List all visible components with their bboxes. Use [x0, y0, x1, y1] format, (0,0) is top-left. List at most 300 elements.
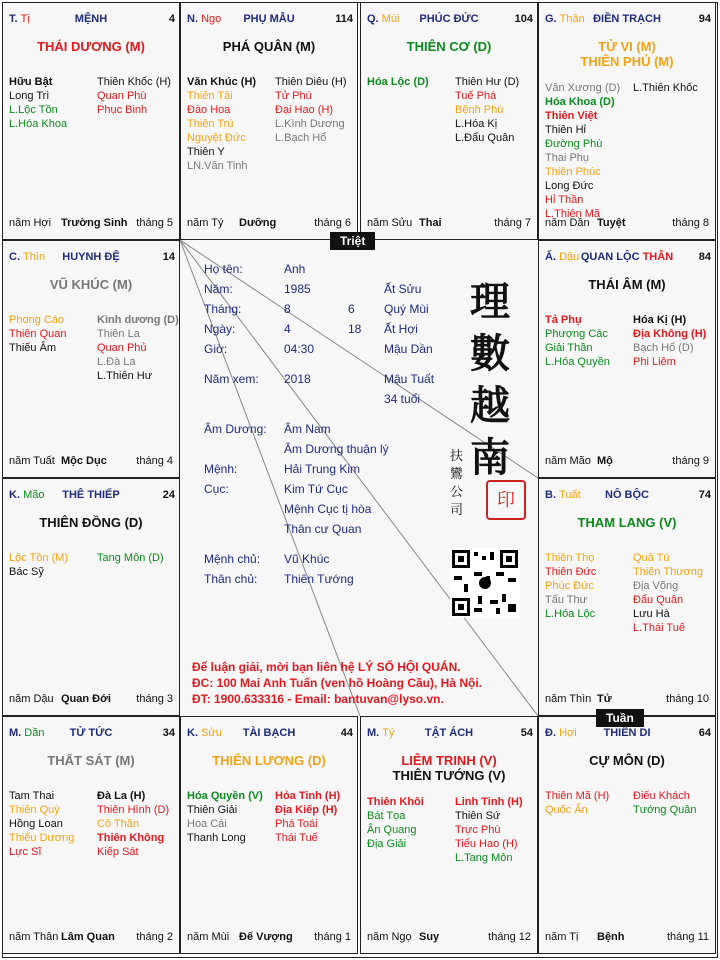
- main-star: THIÊN CƠ (D): [406, 39, 492, 54]
- minor-star: L.Đẩu Quân: [455, 132, 515, 144]
- branch-chi: Sửu: [201, 727, 222, 739]
- minor-star: Hữu Bật: [9, 76, 53, 88]
- footer-year: năm Thìn: [545, 693, 592, 705]
- footer-stage: Suy: [419, 931, 440, 943]
- star-list-right: [275, 789, 340, 845]
- minor-star: Cô Thần: [97, 818, 139, 830]
- minor-star: Điếu Khách: [633, 790, 690, 802]
- palace-header: [7, 13, 175, 27]
- contact-note-3: ĐT: 1900.633316 - Email: bantuvan@lyso.vn.: [192, 692, 444, 706]
- minor-star: Thiên Quý: [9, 804, 60, 816]
- minor-star: Phượng Các: [545, 328, 608, 340]
- minor-star: Địa Không (H): [633, 328, 707, 340]
- main-stars: [539, 39, 715, 69]
- am-duong-value: Âm Nam: [284, 422, 331, 436]
- minor-star: Tấu Thư: [545, 594, 588, 606]
- footer-stage: Tử: [597, 693, 612, 705]
- minor-star: L.Hóa Kị: [455, 118, 498, 130]
- minor-star: Thiên Thương: [633, 566, 704, 578]
- palace-age: 64: [698, 727, 711, 739]
- menh-chu-value: Vũ Khúc: [284, 552, 330, 566]
- footer-stage: Quan Đới: [61, 693, 111, 705]
- main-star: THÁI ÂM (M): [588, 277, 666, 292]
- ho-ten-label: Họ tên:: [204, 262, 243, 276]
- star-list-left: [545, 313, 610, 369]
- minor-star: Phúc Đức: [545, 580, 594, 592]
- palace-name: MỆNH: [74, 13, 108, 25]
- minor-star: Thiên Hỉ: [545, 124, 586, 136]
- minor-star: Phục Binh: [97, 104, 148, 116]
- footer-year: năm Mùi: [187, 931, 230, 943]
- main-stars: [3, 39, 179, 54]
- minor-star: Tang Môn (D): [97, 552, 164, 564]
- palace-name: NÔ BỘC: [605, 489, 649, 501]
- main-stars: [3, 753, 179, 768]
- minor-star: Phi Liêm: [633, 356, 676, 368]
- footer-stage: Mộ: [597, 455, 613, 467]
- palace-footer: [545, 693, 709, 707]
- main-star: THIÊN PHỦ (M): [580, 54, 674, 69]
- branch-can: B.: [545, 489, 560, 501]
- minor-star: Giải Thần: [545, 342, 593, 354]
- footer-month: tháng 11: [666, 931, 709, 943]
- minor-star: Thai Phụ: [545, 152, 590, 164]
- star-list-left: [9, 75, 67, 131]
- than-marker: THÂN: [639, 251, 674, 263]
- main-star: TỬ VI (M): [598, 39, 656, 54]
- main-star: THAM LANG (V): [577, 515, 677, 530]
- star-list-left: [9, 789, 74, 859]
- thang-b: 6: [348, 302, 355, 316]
- minor-star: L.Bạch Hổ: [275, 132, 327, 144]
- star-list-right: [97, 75, 171, 117]
- callig-2: 數: [470, 330, 510, 377]
- center-panel: [180, 240, 538, 716]
- minor-star: Quốc Ấn: [545, 804, 588, 816]
- footer-year: năm Tị: [545, 931, 579, 943]
- footer-year: năm Mão: [545, 455, 591, 467]
- footer-month: tháng 1: [314, 931, 351, 943]
- minor-star: Thiên Khôi: [367, 796, 424, 808]
- star-list-left: [9, 313, 66, 355]
- minor-star: Thiên Y: [187, 146, 225, 158]
- main-star: THẤT SÁT (M): [47, 753, 135, 768]
- nam-can: Ất Sửu: [384, 282, 422, 296]
- footer-stage: Bệnh: [597, 931, 625, 943]
- palace-name: HUYNH ĐỆ: [62, 251, 120, 263]
- minor-star: Hoa Cái: [187, 818, 227, 830]
- main-star: PHÁ QUÂN (M): [222, 39, 316, 54]
- footer-year: năm Sửu: [367, 217, 413, 229]
- palace-header: [7, 727, 175, 741]
- footer-month: tháng 6: [314, 217, 351, 229]
- palace-cell: [2, 478, 180, 716]
- ho-ten-value: Anh: [284, 262, 306, 276]
- thang-can: Quý Mùi: [384, 302, 429, 316]
- minor-star: Thiên Trù: [187, 118, 234, 130]
- footer-month: tháng 10: [666, 693, 709, 705]
- palace-cell: [180, 716, 358, 954]
- minor-star: Đẩu Quân: [633, 594, 684, 606]
- minor-star: Thiếu Âm: [9, 342, 57, 354]
- menh-chu-label: Mệnh chủ:: [204, 552, 261, 566]
- minor-star: Thiên Khốc (H): [97, 76, 171, 88]
- gio-value: 04:30: [284, 342, 315, 356]
- footer-month: tháng 7: [494, 217, 531, 229]
- palace-header: [7, 251, 175, 265]
- minor-star: Thiên Không: [97, 832, 165, 844]
- contact-note-2: ĐC: 100 Mai Anh Tuấn (ven hồ Hoàng Cầu), Hà Nội.: [192, 676, 483, 690]
- minor-star: Thiên Sứ: [455, 810, 501, 822]
- star-list-right: [455, 75, 519, 145]
- minor-star: L.Kình Dương: [275, 118, 345, 130]
- palace-age: 44: [340, 727, 353, 739]
- gio-label: Giờ:: [204, 342, 228, 356]
- nam-xem-value: 2018: [284, 372, 311, 386]
- minor-star: L.Tang Môn: [455, 852, 513, 864]
- palace-header: [7, 489, 175, 503]
- main-star: THIÊN LƯƠNG (D): [212, 753, 326, 768]
- footer-stage: Trường Sinh: [61, 217, 128, 229]
- palace-name: QUAN LỘC THÂN: [580, 251, 674, 263]
- branch-chi: Hợi: [559, 727, 577, 739]
- palace-header: [365, 13, 533, 27]
- palace-cell: [538, 478, 716, 716]
- palace-name: PHÚC ĐỨC: [419, 13, 479, 25]
- than-chu-value: Thiên Tướng: [284, 572, 354, 586]
- minor-star: Văn Khúc (H): [187, 76, 257, 88]
- footer-stage: Mộc Dục: [61, 455, 107, 467]
- palace-header: [543, 489, 711, 503]
- minor-star: Quả Tú: [633, 552, 670, 564]
- footer-year: năm Hợi: [9, 217, 52, 229]
- footer-month: tháng 2: [136, 931, 173, 943]
- branch-chi: Thìn: [23, 251, 46, 263]
- main-stars: [539, 515, 715, 530]
- minor-star: Hóa Quyền (V): [187, 790, 263, 802]
- footer-month: tháng 12: [488, 931, 531, 943]
- footer-year: năm Tuất: [9, 455, 55, 467]
- palace-footer: [9, 217, 173, 231]
- minor-star: Thiên Giải: [187, 804, 238, 816]
- minor-star: Địa Kiếp (H): [275, 804, 338, 816]
- minor-star: Đà La (H): [97, 790, 146, 802]
- tuan-tag: Tuần: [596, 709, 644, 727]
- callig-4: 南: [470, 434, 510, 481]
- gio-can: Mậu Dần: [384, 342, 433, 356]
- main-stars: [539, 753, 715, 768]
- cuc-label: Cục:: [204, 482, 229, 496]
- minor-star: L.Thiên Mã: [545, 208, 601, 220]
- minor-star: Phong Cáo: [9, 314, 65, 326]
- ngay-a: 4: [284, 322, 291, 336]
- triet-tag: Triệt: [330, 232, 375, 250]
- star-list-right: [633, 313, 706, 369]
- palace-age: 54: [520, 727, 533, 739]
- minor-star: Ân Quang: [367, 824, 417, 836]
- palace-age: 104: [514, 13, 533, 25]
- palace-footer: [9, 455, 173, 469]
- minor-star: Hỉ Thần: [545, 194, 584, 206]
- menh-value: Hải Trung Kim: [284, 462, 361, 476]
- palace-cell: [2, 716, 180, 954]
- main-stars: [181, 39, 357, 54]
- branch-can: M.: [367, 727, 383, 739]
- footer-month: tháng 5: [136, 217, 173, 229]
- palace-footer: [9, 693, 173, 707]
- minor-star: Lộc Tồn (M): [9, 552, 69, 564]
- main-stars: [3, 277, 179, 292]
- minor-star: Hỏa Tinh (H): [275, 790, 341, 802]
- minor-star: L.Hóa Khoa: [9, 118, 68, 130]
- footer-stage: Tuyệt: [597, 217, 626, 229]
- main-star: THÁI DƯƠNG (M): [37, 39, 145, 54]
- company-callig: 扶 鸞 公 司: [450, 449, 464, 518]
- palace-cell: [2, 240, 180, 478]
- palace-footer: [367, 931, 531, 945]
- palace-name: ĐIỀN TRẠCH: [593, 13, 661, 25]
- minor-star: Bệnh Phù: [455, 104, 504, 116]
- footer-month: tháng 4: [136, 455, 173, 467]
- minor-star: Tả Phụ: [545, 314, 582, 326]
- palace-footer: [545, 217, 709, 231]
- footer-year: năm Dậu: [9, 693, 54, 705]
- branch-can: Ấ.: [545, 251, 560, 263]
- star-list-left: [367, 795, 424, 851]
- branch-chi: Tị: [20, 13, 30, 25]
- minor-star: Thiên Diêu (H): [275, 76, 347, 88]
- minor-star: L.Hóa Lộc: [545, 608, 596, 620]
- minor-star: Thiếu Dương: [9, 832, 75, 844]
- footer-month: tháng 3: [136, 693, 173, 705]
- main-stars: [539, 277, 715, 292]
- star-list-right: [97, 789, 169, 859]
- minor-star: Bạch Hổ (D): [633, 342, 694, 354]
- minor-star: Đào Hoa: [187, 104, 231, 116]
- minor-star: Quan Phủ: [97, 342, 147, 354]
- contact-note-1: Để luận giải, mời bạn liên hệ LÝ SỐ HỘI QUÁN.: [192, 660, 461, 674]
- main-stars: [361, 39, 537, 54]
- minor-star: Thiên Hư (D): [455, 76, 520, 88]
- footer-stage: Thai: [419, 217, 442, 229]
- palace-header: [185, 727, 353, 741]
- qr-code-icon: [450, 548, 520, 618]
- minor-star: Thiên Thọ: [545, 552, 595, 564]
- minor-star: Thiên La: [97, 328, 140, 340]
- palace-cell: [538, 716, 716, 954]
- main-star: THIÊN ĐỒNG (D): [39, 515, 143, 530]
- minor-star: Thiên Quan: [9, 328, 67, 340]
- nam-xem-can: Mậu Tuất: [384, 372, 435, 386]
- palace-header: [543, 251, 711, 265]
- minor-star: L.Hóa Quyền: [545, 356, 610, 368]
- nam-xem-label: Năm xem:: [204, 372, 259, 386]
- minor-star: L.Lộc Tồn: [9, 104, 58, 116]
- star-list-left: [187, 789, 263, 845]
- minor-star: Linh Tinh (H): [455, 796, 523, 808]
- palace-name: PHỤ MẪU: [243, 13, 295, 25]
- palace-cell: [2, 2, 180, 240]
- minor-star: Đường Phù: [545, 138, 603, 150]
- palace-age: 74: [698, 489, 711, 501]
- footer-year: năm Thân: [9, 931, 59, 943]
- main-star: VŨ KHÚC (M): [49, 277, 133, 292]
- footer-stage: Dưỡng: [239, 217, 277, 229]
- palace-age: 24: [162, 489, 175, 501]
- main-star: LIÊM TRINH (V): [401, 753, 497, 768]
- minor-star: Tử Phù: [275, 90, 312, 102]
- branch-can: T.: [9, 13, 21, 25]
- palace-name: THÊ THIẾP: [62, 489, 120, 501]
- star-list-right: [97, 551, 164, 565]
- minor-star: Nguyệt Đức: [187, 132, 246, 144]
- minor-star: Quan Phù: [97, 90, 147, 102]
- palace-age: 84: [698, 251, 711, 263]
- minor-star: Lực Sĩ: [9, 846, 42, 858]
- minor-star: L.Thiên Hư: [97, 370, 153, 382]
- minor-star: Tuế Phá: [455, 90, 497, 102]
- star-list-right: [633, 551, 703, 635]
- minor-star: Địa Võng: [633, 580, 679, 592]
- branch-can: N.: [187, 13, 202, 25]
- palace-header: [543, 727, 711, 741]
- palace-header: [185, 13, 353, 27]
- palace-footer: [545, 455, 709, 469]
- footer-month: tháng 8: [672, 217, 709, 229]
- star-list-right: [455, 795, 523, 865]
- thang-label: Tháng:: [204, 302, 242, 316]
- branch-chi: Dần: [24, 727, 45, 739]
- palace-age: 34: [162, 727, 175, 739]
- minor-star: Tướng Quân: [633, 804, 697, 816]
- palace-header: [543, 13, 711, 27]
- branch-chi: Thân: [559, 13, 585, 25]
- palace-cell: [180, 2, 358, 240]
- seal-stamp: 印: [486, 480, 526, 520]
- minor-star: Bác Sỹ: [9, 566, 44, 578]
- minor-star: Thiên Tài: [187, 90, 233, 102]
- minor-star: Thiên Việt: [545, 110, 598, 122]
- minor-star: Tiểu Hao (H): [455, 838, 518, 850]
- star-list-right: [97, 313, 179, 383]
- footer-year: năm Tý: [187, 217, 224, 229]
- main-star: CỰ MÔN (D): [589, 753, 665, 768]
- minor-star: Thiên Hình (D): [97, 804, 170, 816]
- palace-cell: [360, 716, 538, 954]
- main-stars: [361, 753, 537, 783]
- palace-header: [365, 727, 533, 741]
- palace-footer: [187, 931, 351, 945]
- palace-footer: [9, 931, 173, 945]
- minor-star: Hóa Kị (H): [633, 314, 687, 326]
- palace-age: 114: [335, 13, 353, 25]
- cuc-2: Mệnh Cục tị hòa: [284, 502, 372, 516]
- footer-month: tháng 9: [672, 455, 709, 467]
- minor-star: Hóa Lộc (D): [367, 76, 429, 88]
- branch-can: M.: [9, 727, 25, 739]
- palace-name: TỬ TỨC: [69, 727, 113, 739]
- palace-name: THIÊN DI: [603, 727, 651, 739]
- minor-star: LN.Văn Tinh: [187, 160, 248, 172]
- minor-star: Địa Giải: [367, 838, 407, 850]
- star-list-left: [9, 551, 68, 579]
- tuoi: 34 tuổi: [384, 392, 421, 406]
- palace-name: TẬT ÁCH: [424, 727, 474, 739]
- minor-star: Thanh Long: [187, 832, 246, 844]
- ngay-can: Ất Hợi: [384, 322, 418, 336]
- branch-chi: Dậu: [559, 251, 580, 263]
- branch-can: G.: [545, 13, 560, 25]
- footer-year: năm Dần: [545, 217, 590, 229]
- minor-star: Đại Hao (H): [275, 104, 334, 116]
- minor-star: Lưu Hà: [633, 608, 670, 620]
- palace-age: 94: [698, 13, 711, 25]
- callig-3: 越: [470, 382, 510, 429]
- branch-can: K.: [187, 727, 202, 739]
- branch-can: C.: [9, 251, 24, 263]
- palace-name: TÀI BẠCH: [242, 727, 296, 739]
- minor-star: L.Thiên Khốc: [633, 82, 698, 94]
- footer-stage: Đế Vượng: [239, 931, 293, 943]
- minor-star: Long Trì: [9, 90, 50, 102]
- than-chu-label: Thân chủ:: [204, 572, 258, 586]
- star-list-left: [187, 75, 256, 173]
- footer-year: năm Ngọ: [367, 931, 412, 943]
- am-duong-label: Âm Dương:: [204, 422, 267, 436]
- branch-can: K.: [9, 489, 24, 501]
- minor-star: Bát Tọa: [367, 810, 406, 822]
- ngay-label: Ngày:: [204, 322, 236, 336]
- palace-age: 14: [162, 251, 175, 263]
- star-list-left: [545, 551, 596, 621]
- ngay-b: 18: [348, 322, 362, 336]
- footer-stage: Lâm Quan: [61, 931, 115, 943]
- palace-footer: [367, 217, 531, 231]
- palace-footer: [187, 217, 351, 231]
- branch-can: Đ.: [545, 727, 560, 739]
- palace-cell: [538, 2, 716, 240]
- minor-star: Hồng Loan: [9, 818, 63, 830]
- minor-star: Tam Thai: [9, 790, 55, 802]
- thang-a: 8: [284, 302, 291, 316]
- star-list-left: [367, 75, 429, 89]
- branch-chi: Tuất: [559, 489, 581, 501]
- palace-cell: [360, 2, 538, 240]
- minor-star: L.Thái Tuế: [633, 622, 685, 634]
- callig-1: 理: [470, 278, 510, 325]
- branch-chi: Mão: [23, 489, 45, 501]
- branch-can: Q.: [367, 13, 382, 25]
- palace-cell: [538, 240, 716, 478]
- nam-label: Năm:: [204, 282, 233, 296]
- star-list-left: [545, 789, 609, 817]
- minor-star: Thiên Phúc: [545, 166, 601, 178]
- minor-star: Kiếp Sát: [97, 846, 139, 858]
- minor-star: Thiên Mã (H): [545, 790, 610, 802]
- menh-label: Mệnh:: [204, 462, 238, 476]
- branch-chi: Tý: [382, 727, 395, 739]
- minor-star: Hóa Khoa (D): [545, 96, 615, 108]
- main-star: THIÊN TƯỚNG (V): [392, 768, 506, 783]
- am-duong-2: Âm Dương thuận lý: [284, 442, 389, 456]
- minor-star: Long Đức: [545, 180, 594, 192]
- minor-star: Phá Toái: [275, 818, 318, 830]
- main-stars: [3, 515, 179, 530]
- minor-star: Thái Tuế: [275, 832, 318, 844]
- minor-star: Kình dương (D): [97, 314, 179, 326]
- branch-chi: Ngọ: [201, 13, 222, 25]
- star-list-left: [545, 81, 620, 221]
